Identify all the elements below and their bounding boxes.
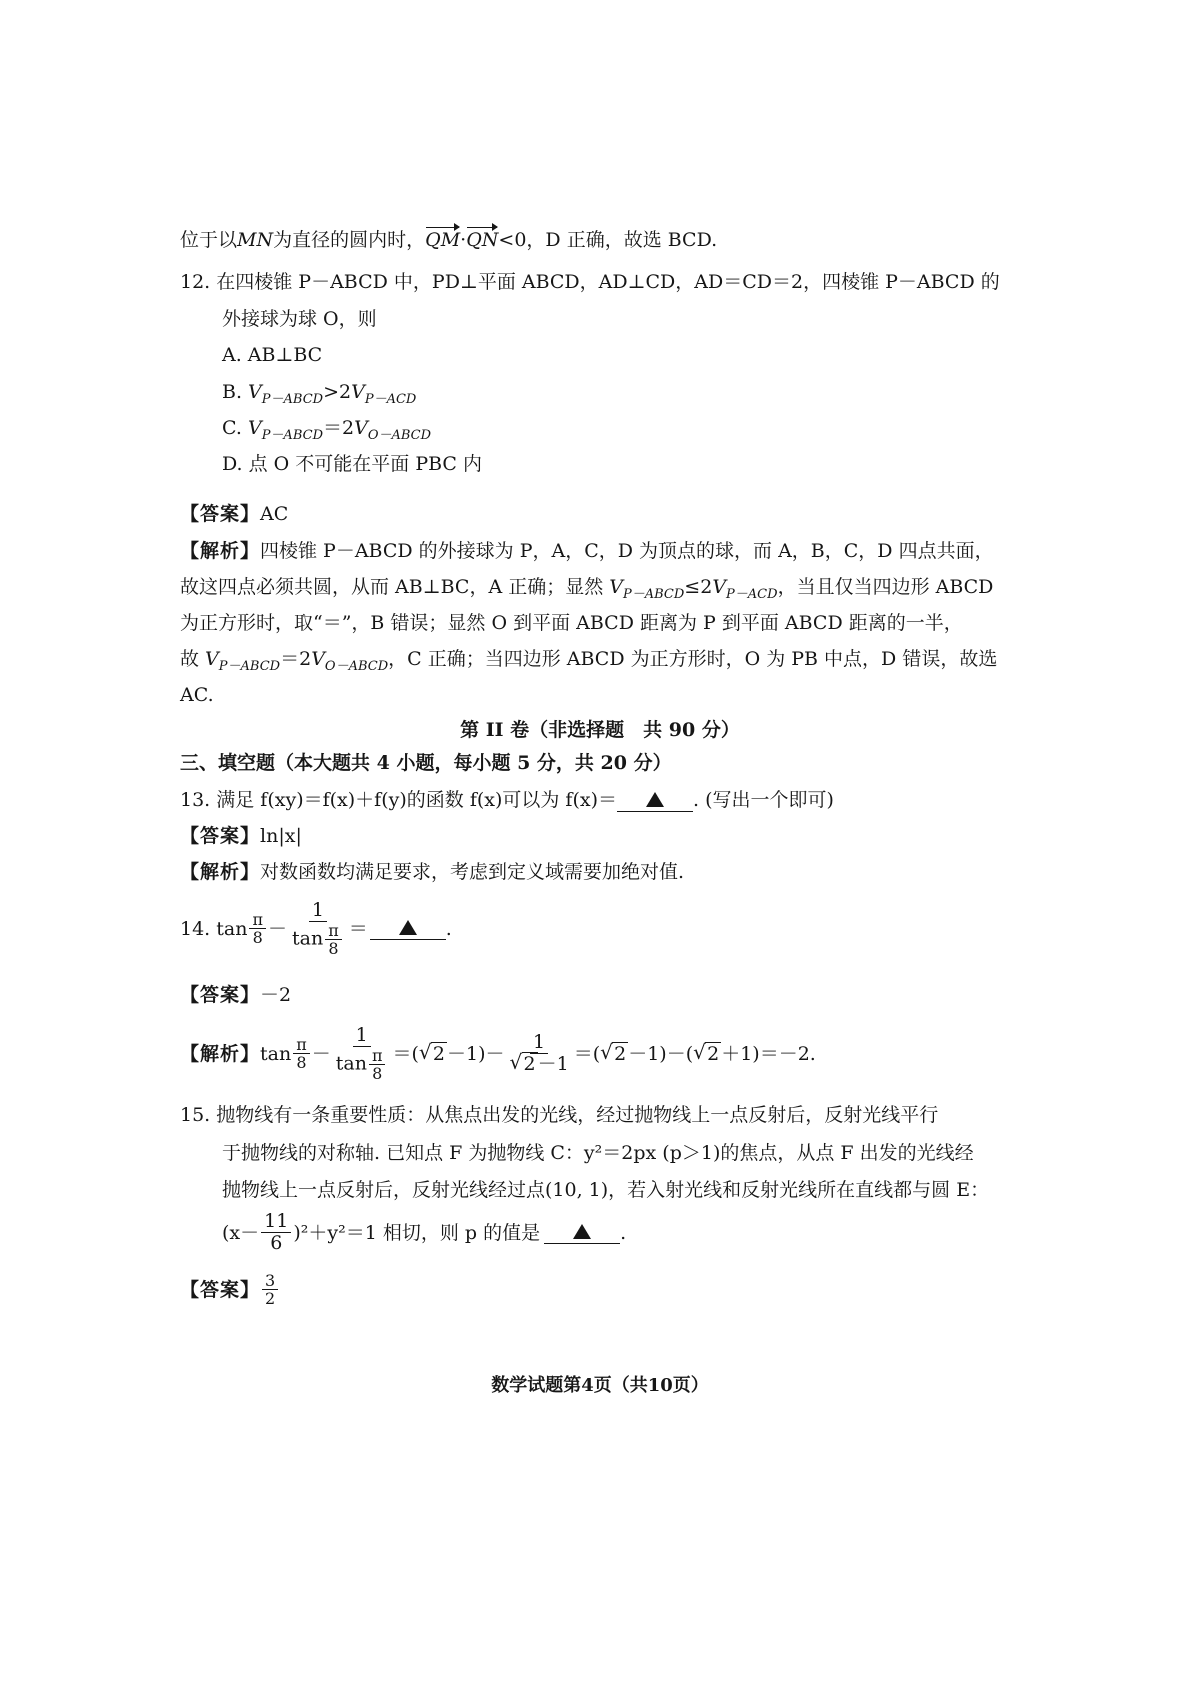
analysis-text: ，当且仅当四边形 ABCD [777,576,994,598]
q12-analysis-3 [180,609,963,637]
sqrt-2 [693,1040,721,1068]
question-text: 于抛物线的对称轴. 已知点 F 为抛物线 C：y²＝2px (p＞1)的焦点，从点 F 出发的光线经 [222,1142,974,1164]
denominator: 8 [328,939,339,958]
part2-title: 第 II 卷（非选择题 共 90 分） [460,719,740,741]
relation: >2 [323,381,352,403]
denominator [333,1047,391,1082]
analysis-text: 四棱锥 P－ABCD 的外接球为 P，A，C，D 为顶点的球，而 A，B，C，D 四点共面， [260,540,994,562]
subscript: P－ABCD [261,428,323,443]
period: . [620,1221,627,1244]
tan-function: tan [216,917,248,940]
q12-option-c [222,414,431,450]
q13-question [180,786,834,814]
subscript: P－ABCD [622,587,685,602]
question-number: 14. [180,917,211,940]
analysis-text: 对数函数均满足要求，考虑到定义域需要加绝对值. [260,861,685,883]
numerator: 3 [262,1272,278,1290]
fraction-pi-over-8 [369,1047,386,1082]
analysis-text: 故 [180,648,206,670]
radicand: 2 [614,1042,627,1065]
subscript: P－ABCD [261,392,324,407]
analysis-text: ，C 正确；当四边形 ABCD 为正方形时，O 为 PB 中点，D 错误，故选 [388,648,998,670]
analysis-text: AC. [180,684,214,706]
equation-text: ＋1)＝－2. [721,1042,816,1065]
analysis-text: 故这四点必须共圆，从而 AB⊥BC，A 正确；显然 [180,576,610,598]
continuation-line [180,226,717,254]
page-footer: 数学试题第4页（共10页） [491,1375,709,1396]
triangle-marker-icon [646,792,664,807]
dot-operator: · [460,229,467,251]
answer-value: AC [260,503,289,525]
q12-analysis-5 [180,681,214,709]
q12-line1 [180,268,1000,296]
fraction-reciprocal-tan [333,1025,391,1082]
analysis-text: 为正方形时，取“＝”，B 错误；显然 O 到平面 ABCD 距离为 P 到平面 ABCD 距离的一半， [180,612,963,634]
answer-tag: 【答案】 [180,1278,261,1301]
numerator: π [249,911,266,929]
denominator: 8 [252,928,263,947]
volume-symbol: V [205,648,219,670]
q12-option-d [222,450,482,478]
question-number: 13. [180,789,211,811]
denominator: 8 [296,1053,307,1072]
tan-function: tan [260,1042,292,1065]
subscript: P－ACD [364,392,417,407]
fraction-one-over-sqrt2-minus-1 [507,1032,572,1075]
q14-answer [180,981,291,1009]
equation-text: ＝( [573,1042,601,1065]
equation-text: －1)－ [446,1042,505,1065]
radicand: 2 [707,1042,720,1065]
fraction-11-over-6 [261,1211,291,1254]
analysis-tag: 【解析】 [180,1042,261,1065]
tan-function: tan [292,927,324,950]
numerator: π [293,1036,310,1054]
mn-label: MN [237,229,274,251]
vector-qn: QN [466,226,498,254]
question-text: . (写出一个即可) [693,789,834,811]
denominator [507,1050,572,1075]
minus-sign: － [311,1042,331,1065]
q14-question [180,900,452,957]
radicand: 2 [432,1042,445,1065]
text: 为直径的圆内时， [273,229,426,251]
option-text: D. 点 O 不可能在平面 PBC 内 [222,453,483,475]
option-label: B. [222,381,249,403]
question-text: 满足 f(xy)＝f(x)＋f(y)的函数 f(x)可以为 f(x)＝ [216,789,618,811]
vector-qm: QM [425,226,460,254]
subscript: P－ABCD [218,659,281,674]
text: 位于以 [180,229,238,251]
subscript: P－ACD [726,587,778,602]
q15-line4 [222,1211,626,1254]
question-number: 12. [180,271,211,293]
relation: ＝2 [323,417,355,439]
answer-blank [617,789,693,812]
denominator: 8 [372,1064,383,1083]
q15-answer [180,1272,280,1307]
sqrt-2 [419,1040,447,1068]
sqrt-2 [600,1040,628,1068]
volume-symbol: V [248,381,262,403]
q13-analysis [180,858,684,886]
question-text: 在四棱锥 P－ABCD 中，PD⊥平面 ABCD，AD⊥CD，AD＝CD＝2，四棱锥 P－ABCD 的 [216,271,1000,293]
q12-option-a [222,341,322,369]
answer-blank [544,1221,620,1244]
q14-analysis [180,1025,816,1082]
option-label: C. [222,417,248,439]
numerator: π [325,922,342,940]
q12-answer [180,500,288,528]
q13-answer [180,822,302,850]
question-text: )²＋y²＝1 相切，则 p 的值是 [293,1221,541,1244]
section-title-text: 三、填空题（本大题共 4 小题，每小题 5 分，共 20 分） [180,752,672,774]
subscript: O－ABCD [367,428,432,443]
fraction-pi-over-8 [325,922,342,957]
triangle-marker-icon [573,1224,591,1239]
answer-tag: 【答案】 [180,503,261,525]
equation-text: ＝( [392,1042,419,1065]
numerator: π [369,1047,386,1065]
volume-symbol: V [712,576,727,598]
relation: ＝2 [280,648,312,670]
question-text: 抛物线有一条重要性质：从焦点出发的光线，经过抛物线上一点反射后，反射光线平行 [216,1104,939,1126]
q12-analysis-1 [180,537,994,565]
question-text: 外接球为球 O，则 [222,308,377,330]
radical-sign-icon: √ [509,1050,523,1074]
volume-symbol: V [351,381,365,403]
fraction-pi-over-8 [249,911,266,946]
equation-text: －1)－( [628,1042,694,1065]
period: . [445,917,452,940]
q12-analysis-4 [180,645,997,681]
minus-sign: － [267,917,287,940]
option-text: A. AB⊥BC [222,344,323,366]
numerator: 1 [530,1032,548,1054]
q12-option-b [222,378,416,414]
fraction-pi-over-8 [293,1036,310,1071]
radical-sign-icon: √ [600,1039,613,1064]
question-number: 15. [180,1104,211,1126]
q15-line3 [222,1176,989,1204]
q12-line2 [222,305,377,333]
triangle-marker-icon [399,920,417,935]
volume-symbol: V [609,576,623,598]
answer-tag: 【答案】 [180,984,261,1006]
denominator: 6 [270,1232,283,1254]
analysis-tag: 【解析】 [180,540,261,562]
volume-symbol: V [311,648,325,670]
radicand: 2 [523,1053,536,1075]
numerator: 1 [309,900,327,922]
volume-symbol: V [354,417,368,439]
minus-one: －1 [537,1053,569,1075]
answer-value: －2 [260,984,292,1006]
sqrt-2 [509,1050,538,1075]
equals-sign: ＝ [348,917,368,940]
q15-line1 [180,1101,938,1129]
analysis-tag: 【解析】 [180,861,261,883]
equation-text: (x－ [222,1221,260,1244]
tan-function: tan [335,1052,367,1075]
radical-sign-icon: √ [418,1039,432,1064]
numerator: 1 [353,1025,371,1047]
section3-title [180,749,672,777]
answer-value: ln|x| [260,825,302,847]
numerator: 11 [261,1211,291,1233]
denominator [289,922,347,957]
answer-fraction [262,1272,278,1307]
answer-blank [370,917,446,940]
denominator: 2 [265,1289,276,1308]
subscript: O－ABCD [324,659,389,674]
radical-sign-icon: √ [693,1039,706,1064]
volume-symbol: V [247,417,262,439]
fraction-reciprocal-tan [289,900,347,957]
q12-analysis-2 [180,573,993,609]
question-text: 抛物线上一点反射后，反射光线经过点(10, 1)，若入射光线和反射光线所在直线都与圆 E： [222,1179,990,1201]
answer-tag: 【答案】 [180,825,261,847]
q15-line2 [222,1139,974,1167]
text: <0，D 正确，故选 BCD. [498,229,718,251]
relation: ≤2 [684,576,713,598]
